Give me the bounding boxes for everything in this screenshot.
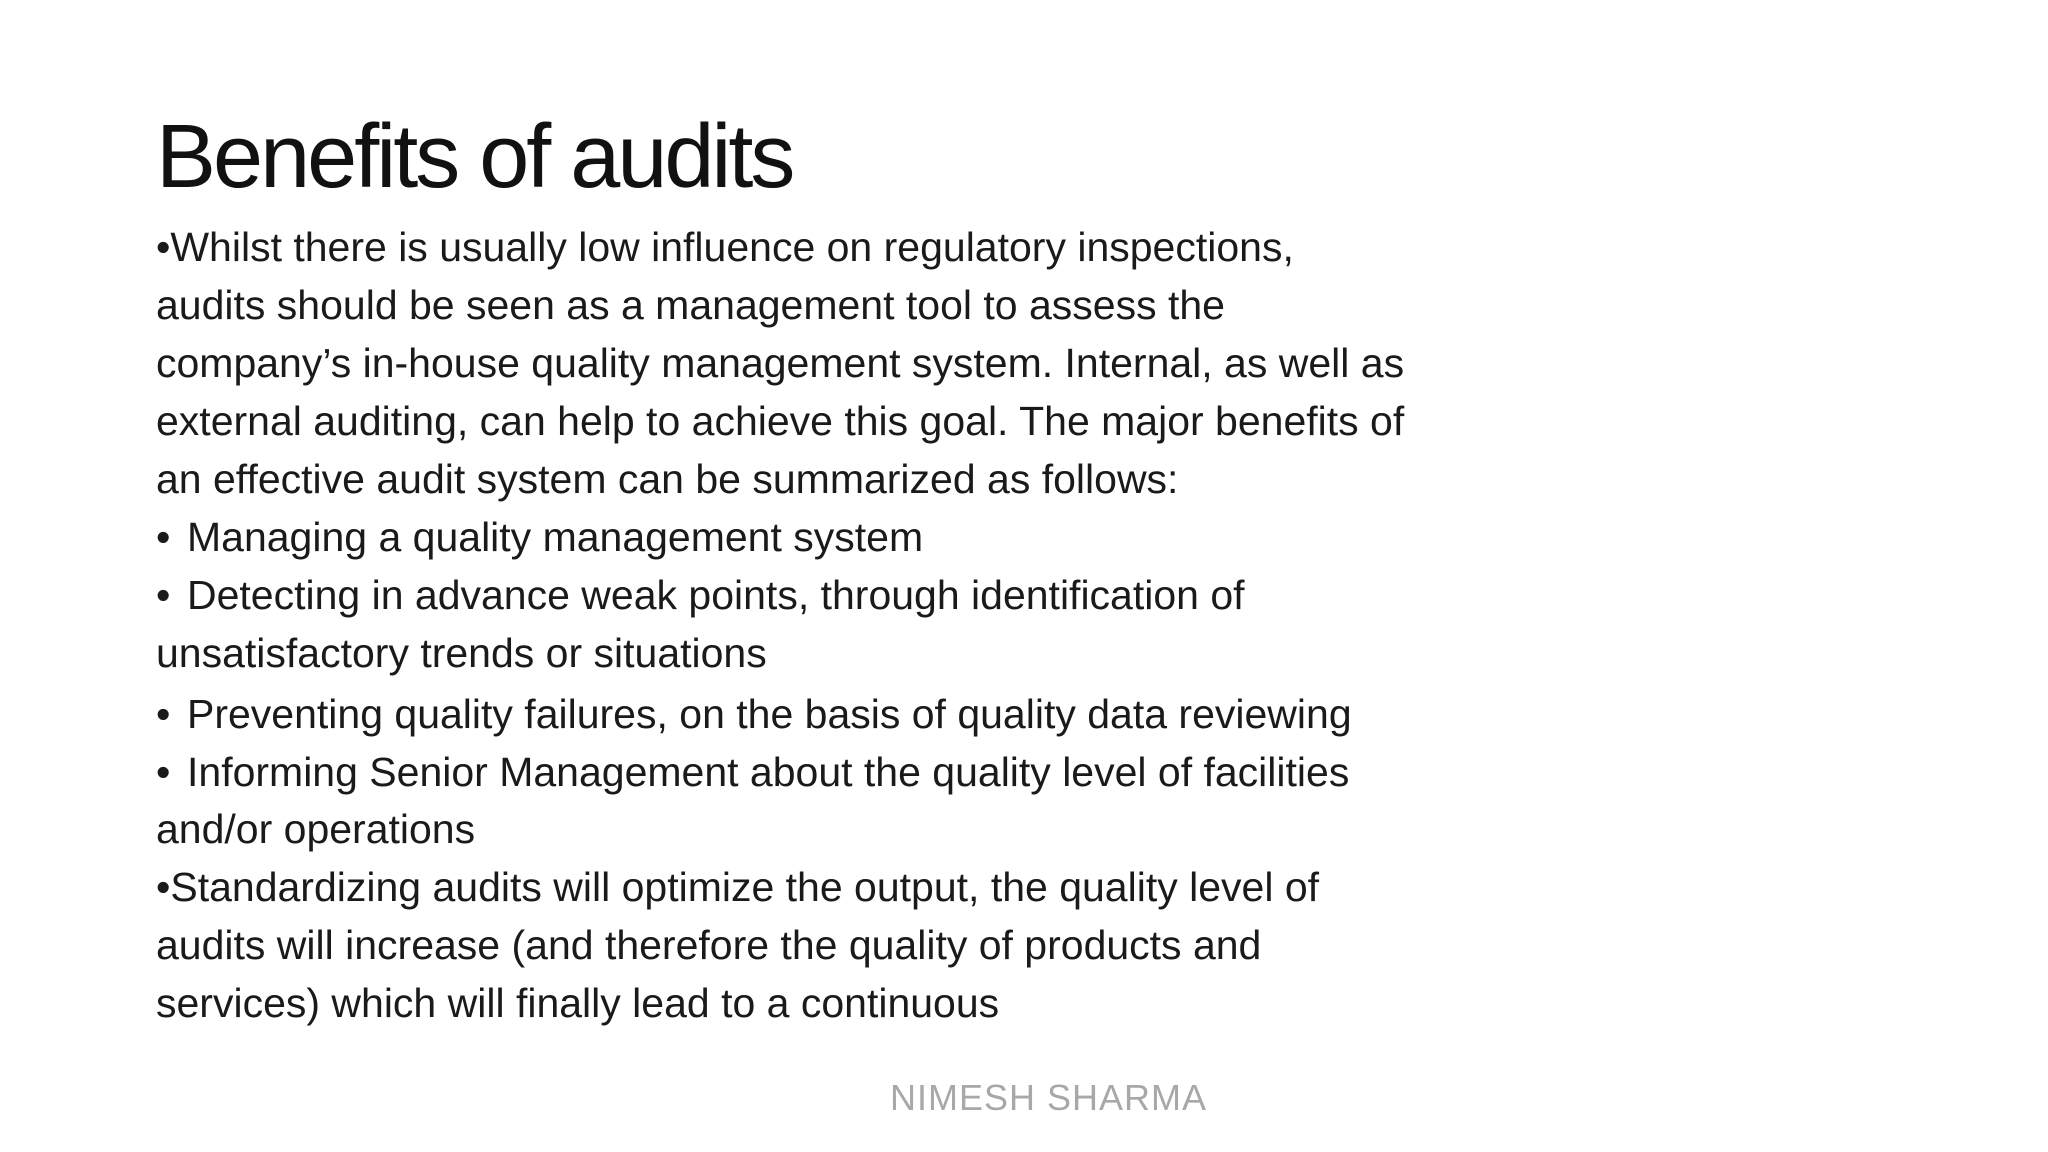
bullet-marker: • [156, 691, 171, 737]
slide-title: Benefits of audits [156, 107, 793, 207]
bullet-text: Managing a quality management system [187, 514, 924, 560]
bullet-item [156, 746, 1406, 798]
bullet-text: Informing Senior Management about the quality level of facilities [187, 749, 1350, 795]
closing-paragraph: •Standardizing audits will optimize the output, the quality level of audits will increase (and therefore the quality of products and services) which will finally lead to a continuous [156, 864, 1320, 1026]
bullet-marker: • [156, 514, 171, 560]
bullet-continuation: unsatisfactory trends or situations [156, 630, 767, 676]
slide-body [156, 218, 1406, 1152]
bullet-item [156, 688, 1406, 740]
bullet-text: Preventing quality failures, on the basis of quality data reviewing [187, 691, 1352, 737]
bullet-text: Detecting in advance weak points, through identification of [187, 572, 1245, 618]
bullet-item [156, 508, 1406, 566]
bullet-marker: • [156, 749, 171, 795]
bullet-continuation: and/or operations [156, 806, 476, 852]
footer-author: NIMESH SHARMA [890, 1077, 1208, 1118]
bullet-marker: • [156, 572, 171, 618]
bullet-item [156, 566, 1406, 624]
intro-paragraph: •Whilst there is usually low influence on regulatory inspections, audits should be seen as a management tool to assess the company’s in-house quality management system. Internal, as well as external auditing, can help to achieve this goal. The major benefits of an effective audit system can be summarized as follows: [156, 224, 1405, 502]
